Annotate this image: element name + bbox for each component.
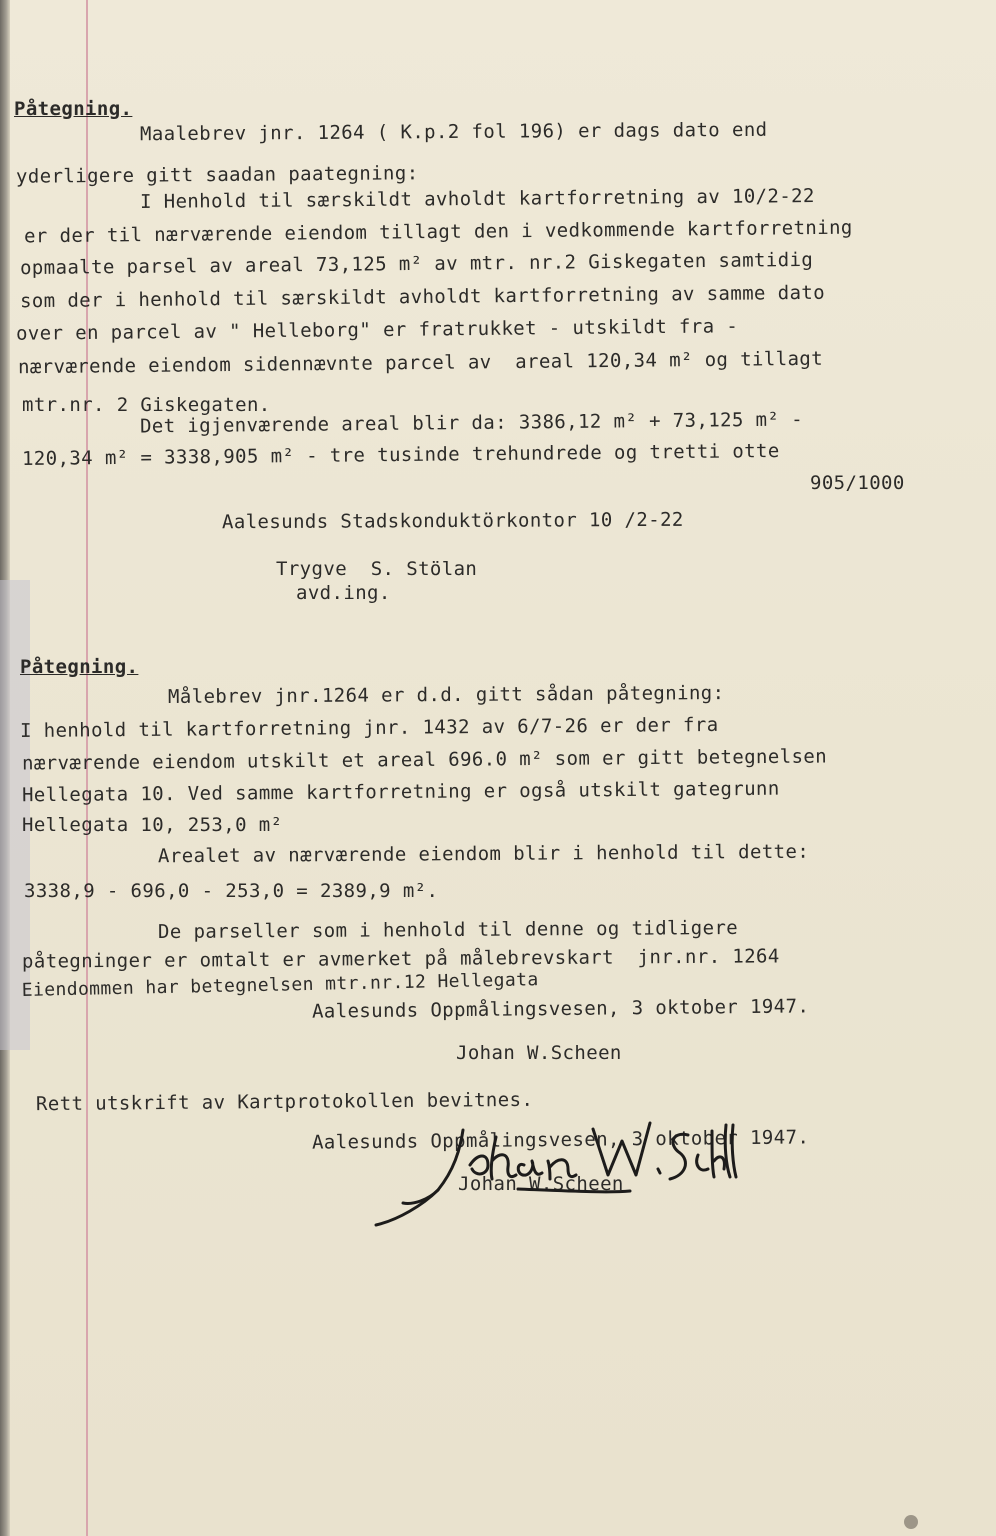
certification-signer: Johan W.Scheen [458, 1173, 624, 1195]
section1-line: over en parcel av " Helleborg" er fratrukket - utskildt fra - [15, 315, 739, 345]
section2-line: Aalesunds Oppmålingsvesen, 3 oktober 1947. [311, 995, 810, 1023]
section2-line: nærværende eiendom utskilt et areal 696.0 m² som er gitt betegnelsen [21, 745, 828, 775]
section2-heading: Påtegning. [20, 656, 139, 678]
section2-line: Eiendommen har betegnelsen mtr.nr.12 Hellegata [21, 969, 539, 1001]
section1-line: 120,34 m² = 3338,905 m² - tre tusinde trehundrede og tretti otte [21, 440, 780, 470]
section1-heading: Påtegning. [14, 98, 133, 120]
section1-line: yderligere gitt saadan paategning: [15, 162, 419, 188]
section1-line: 905/1000 [810, 472, 905, 494]
section1-line: er der til nærværende eiendom tillagt den i vedkommende kartforretning [23, 216, 853, 248]
section2-line: I henhold til kartforretning jnr. 1432 av 6/7-26 er der fra [19, 713, 719, 743]
section1-signer-title: avd.ing. [296, 582, 391, 604]
section2-line: 3338,9 - 696,0 - 253,0 = 2389,9 m². [24, 880, 439, 902]
corner-punch-mark [904, 1515, 918, 1529]
section1-line: som der i henhold til særskildt avholdt kartforretning av samme dato [19, 281, 826, 313]
section1-line: nærværende eiendom sidennævnte parcel av areal 120,34 m² og tillagt [17, 347, 824, 379]
section2-line: påtegninger er omtalt er avmerket på målebrevskart jnr.nr. 1264 [21, 945, 780, 973]
section2-line: Arealet av nærværende eiendom blir i henhold til dette: [157, 840, 810, 868]
section2-line: Hellegata 10. Ved samme kartforretning er også utskilt gategrunn [21, 777, 780, 807]
handwritten-signature [368, 1095, 738, 1235]
section1-signer-name: Trygve S. Stölan [276, 558, 478, 580]
section1-line: opmaalte parsel av areal 73,125 m² av mtr. nr.2 Giskegaten samtidig [19, 248, 814, 280]
section1-office: Aalesunds Stadskonduktörkontor 10 /2-22 [221, 508, 684, 534]
certification-statement: Rett utskrift av Kartprotokollen bevitnes. [35, 1088, 534, 1116]
certification-place-date: Aalesunds Oppmålingsvesen, 3 oktober 1947. [311, 1126, 810, 1154]
section1-line: I Henhold til særskildt avholdt kartforretning av 10/2-22 [139, 185, 815, 213]
section2-line: Hellegata 10, 253,0 m² [22, 814, 283, 836]
section1-line: Maalebrev jnr. 1264 ( K.p.2 fol 196) er dags dato end [139, 118, 768, 146]
section2-line: Målebrev jnr.1264 er d.d. gitt sådan påtegning: [167, 682, 725, 708]
section1-line: Det igjenværende areal blir da: 3386,12 m² + 73,125 m² - [139, 408, 804, 438]
section1-line: mtr.nr. 2 Giskegaten. [22, 394, 271, 416]
section2-line: Johan W.Scheen [456, 1042, 622, 1064]
section2-line: De parseller som i henhold til denne og tidligere [157, 916, 739, 944]
